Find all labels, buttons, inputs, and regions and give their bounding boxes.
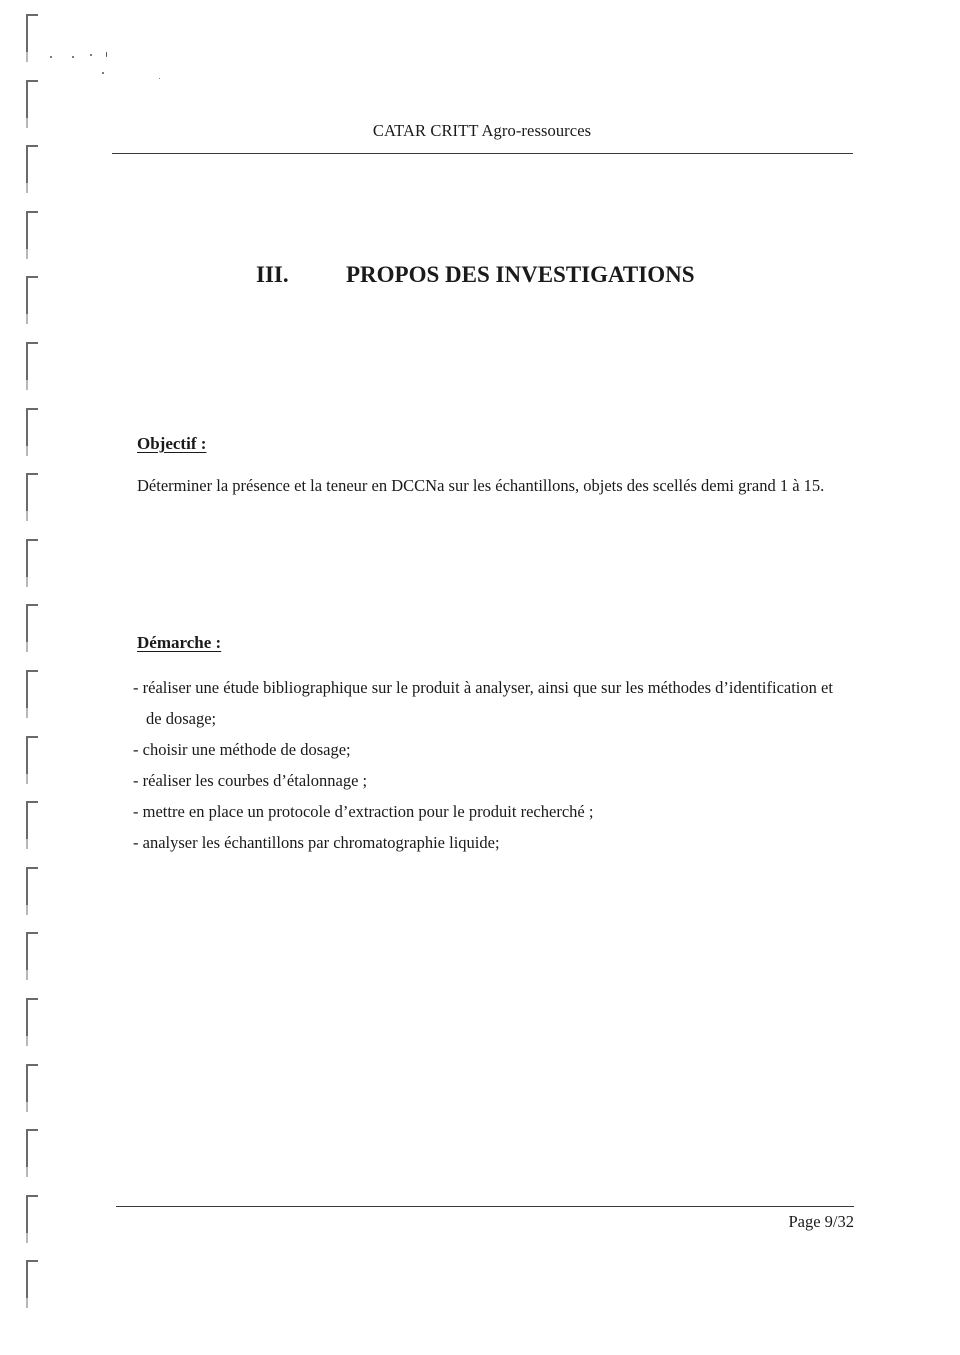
section-title: PROPOS DES INVESTIGATIONS [346, 262, 695, 287]
binder-ring [26, 736, 38, 776]
list-item: - analyser les échantillons par chromatographie liquide; [133, 833, 500, 852]
binder-ring [26, 670, 38, 710]
list-item: - mettre en place un protocole d’extraction pour le produit recherché ; [133, 802, 594, 821]
binder-ring [26, 80, 38, 120]
binder-ring [26, 145, 38, 185]
binder-ring [26, 604, 38, 644]
binder-ring [26, 1064, 38, 1104]
binder-ring [26, 539, 38, 579]
objectif-heading: Objectif : [137, 434, 207, 453]
binder-ring [26, 932, 38, 972]
demarche-heading: Démarche : [137, 633, 222, 652]
binder-ring [26, 1129, 38, 1169]
binder-ring [26, 801, 38, 841]
list-item: - choisir une méthode de dosage; [133, 740, 351, 759]
binder-ring [26, 998, 38, 1038]
binder-ring [26, 342, 38, 382]
binder-ring [26, 867, 38, 907]
binder-ring [26, 14, 38, 54]
list-item: - réaliser les courbes d’étalonnage ; [133, 771, 368, 790]
footer-divider [116, 1206, 854, 1207]
binder-ring [26, 473, 38, 513]
binder-ring [26, 408, 38, 448]
binder-rings [26, 0, 46, 1355]
binder-ring [26, 1195, 38, 1235]
scan-specks [46, 52, 186, 92]
header-title: CATAR CRITT Agro-ressources [372, 121, 592, 140]
binder-ring [26, 211, 38, 251]
header-divider [112, 153, 853, 154]
binder-ring [26, 276, 38, 316]
list-item: - réaliser une étude bibliographique sur le produit à analyser, ainsi que sur les méthodes d’identification et de dosage; [133, 678, 833, 728]
binder-ring [26, 1260, 38, 1300]
objectif-text: Déterminer la présence et la teneur en DCCNa sur les échantillons, objets des scellés demi grand 1 à 15. [137, 476, 825, 495]
section-number: III. [256, 262, 289, 287]
demarche-steps [133, 672, 833, 858]
page-number: Page 9/32 [788, 1212, 854, 1231]
